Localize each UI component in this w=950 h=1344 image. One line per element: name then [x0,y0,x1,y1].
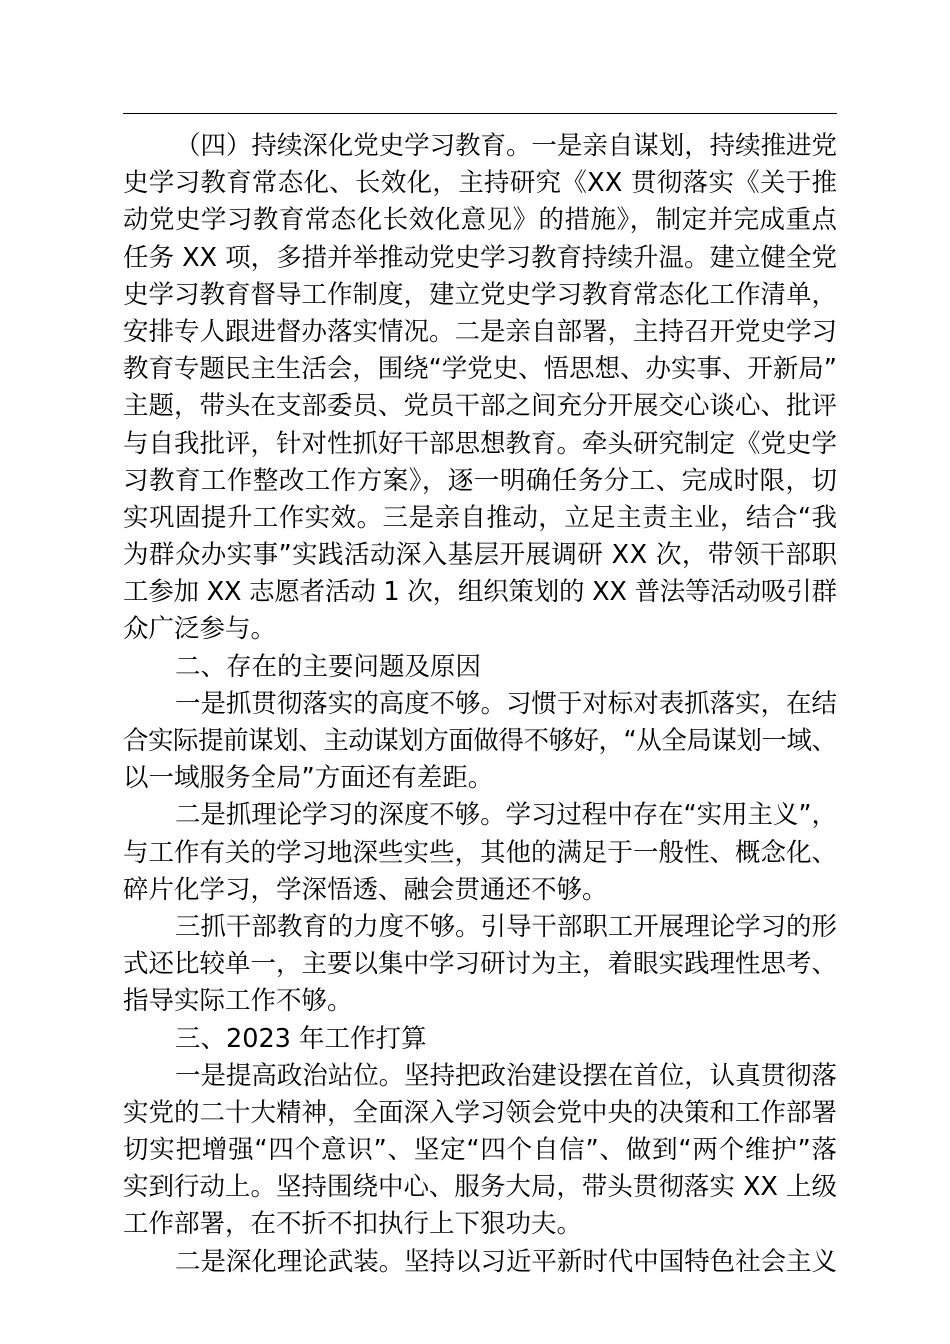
text-line: 三抓干部教育的力度不够。引导干部职工开展理论学习的形 [175,911,837,942]
text-line: 教育专题民主生活会，围绕“学党史、悟思想、办实事、开新局” [123,354,837,385]
text-line: 主题，带头在支部委员、党员干部之间充分开展交心谈心、批评 [123,391,837,422]
text-line: 以一域服务全局”方面还有差距。 [123,763,494,794]
text-line: 安排专人跟进督办落实情况。二是亲自部署，主持召开党史学习 [123,316,837,347]
text-line: 工参加 XX 志愿者活动 1 次，组织策划的 XX 普法等活动吸引群 [123,577,837,608]
text-line: 习教育工作整改工作方案》，逐一明确任务分工、完成时限，切 [123,465,838,496]
text-line: 一是提高政治站位。坚持把政治建设摆在首位，认真贯彻落 [175,1060,837,1091]
text-line: 实党的二十大精神，全面深入学习领会党中央的决策和工作部署 [123,1097,837,1128]
text-line: 式还比较单一，主要以集中学习研讨为主，着眼实践理性思考、 [123,949,837,980]
text-line: 二、存在的主要问题及原因 [175,651,482,682]
text-line: 动党史学习教育常态化长效化意见》的措施》，制定并完成重点 [123,205,838,236]
text-line: 实到行动上。坚持围绕中心、服务大局，带头贯彻落实 XX 上级 [123,1172,837,1203]
text-line: 众广泛参与。 [123,614,277,645]
document-body [123,128,843,1281]
text-line: 二是抓理论学习的深度不够。学习过程中存在“实用主义”， [175,800,837,831]
text-line: 切实把增强“四个意识”、坚定“四个自信”、做到“两个维护”落 [123,1135,838,1166]
text-line: 碎片化学习，学深悟透、融会贯通还不够。 [123,874,608,905]
header-rule [123,113,837,114]
text-line: 史学习教育督导工作制度，建立党史学习教育常态化工作清单， [123,279,837,310]
text-line: 工作部署，在不折不扣执行上下狠功夫。 [123,1209,583,1240]
text-line: 二是深化理论武装。坚持以习近平新时代中国特色社会主义 [175,1246,837,1277]
text-line: 与工作有关的学习地深些实些，其他的满足于一般性、概念化、 [123,837,837,868]
text-line: 实巩固提升工作实效。三是亲自推动，立足主责主业，结合“我 [123,502,838,533]
text-line: 三、2023 年工作打算 [175,1023,427,1054]
text-line: 史学习教育常态化、长效化，主持研究《XX 贯彻落实《关于推 [123,168,838,199]
text-line: 一是抓贯彻落实的高度不够。习惯于对标对表抓落实，在结 [175,688,837,719]
text-line: 合实际提前谋划、主动谋划方面做得不够好，“从全局谋划一域、 [123,726,837,756]
text-line: 为群众办实事”实践活动深入基层开展调研 XX 次，带领干部职 [123,540,838,571]
text-line: 与自我批评，针对性抓好干部思想教育。牵头研究制定《党史学 [123,428,837,459]
text-line: （四）持续深化党史学习教育。一是亲自谋划，持续推进党 [175,131,837,161]
text-line: 指导实际工作不够。 [123,986,353,1017]
text-line: 任务 XX 项，多措并举推动党史学习教育持续升温。建立健全党 [123,242,837,273]
